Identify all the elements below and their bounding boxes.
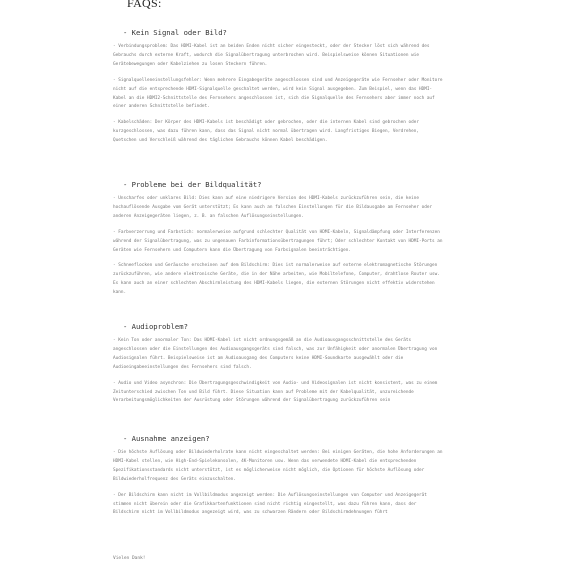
faq-section-audio	[113, 322, 443, 413]
faq-paragraph: - Farbverzerrung und Farbstich: normalerweise aufgrund schlechter Qualität von HDMI-Kabeln, Signaldämpfung oder Interferenzen während der Signalübertragung, was zu ungenauen Farbinformationsübertragungen führt; Oder schlechter Kontakt von HDMI-Ports an Geräten wie Fernsehern und Computern kann die Übertragung von Farbsignalen beeinträchtigen.	[113, 229, 443, 253]
faq-paragraph: - Kein Ton oder anormaler Ton: Das HDMI-Kabel ist nicht ordnungsgemäß an die Audioausgangsschnittstelle des Geräts angeschlossen oder die Einstellungen des Audioausgangsgeräts sind falsch, was zur Unfähigkeit oder anormalen Übertragung von Audiosignalen führt. Beispielsweise ist am Audioausgang des Computers keine HDMI-Soundkarte ausgewählt oder die Audioeingabeeinstellungen des Fernsehers sind falsch.	[113, 338, 438, 370]
faq-section-display	[113, 434, 443, 525]
faq-section-image-quality	[113, 180, 443, 305]
closing-text: Vielen Dank!	[113, 556, 146, 561]
section-heading: - Kein Signal oder Bild?	[123, 28, 227, 37]
faq-paragraph: - Der Bildschirm kann nicht im Vollbildmodus angezeigt werden: Die Auflösungseinstellungen von Computer und Anzeigegerät stimmen nicht überein oder die Grafikkartenfunktionen sind nicht richtig eingestellt, was dazu führen kann, dass der Bildschirm nicht im Vollbildmodus angezeigt wird, was zu schwarzen Rändern oder Bildschirmdehnungen führt	[113, 492, 427, 516]
faq-paragraph: - Signalquelleneinstellungsfehler: Wenn mehrere Eingabegeräte angeschlossen sind und Anzeigegeräte wie Fernseher oder Monitore nicht auf die entsprechende HDMI-Signalquelle geschaltet werden, wird kein Signal ausgegeben. Zum Beispiel, wenn das HDMI-Kabel an die HDMI2-Schnittstelle des Fernsehers angeschlossen ist, sich die Signalquelle des Fernsehers aber immer noch auf einer anderen Schnittstelle befindet.	[113, 77, 443, 110]
section-heading: - Probleme bei der Bildqualität?	[123, 180, 262, 189]
section-heading: - Ausnahme anzeigen?	[123, 434, 210, 443]
faq-section-no-signal	[113, 28, 443, 153]
faq-paragraph: - Kabelschäden: Der Körper des HDMI-Kabels ist beschädigt oder gebrochen, oder die internen Kabel sind gebrochen oder kurzgeschlossen, was dazu führen kann, dass das Signal nicht normal übertragen wird. Langfristiges Biegen, Verdrehen, Quetschen und Verschleiß während des täglichen Gebrauchs können Kabel beschädigen.	[113, 120, 419, 144]
page-title: FAQS:	[127, 0, 162, 10]
faq-paragraph: - Die höchste Auflösung oder Bildwiederholrate kann nicht eingeschaltet werden: Bei einigen Geräten, die hohe Anforderungen an HDMI-Kabel stellen, wie High-End-Spielekonsolen, 4K-Monitoren usw. Wenn das verwendete HDMI-Kabel die entsprechenden Spezifikationsstandards nicht unterstützt, ist es möglicherweise nicht möglich, die Optionen für höchste Auflösung oder Bildwiederholfrequenz des Geräts einzuschalten.	[113, 450, 443, 482]
faq-paragraph: - Schneeflocken und Geräusche erscheinen auf dem Bildschirm: Dies ist normalerweise auf externe elektromagnetische Störungen zurückzuführen, wie andere elektronische Geräte, die in der Nähe arbeiten, wie Mobiltelefone, Computer, drahtlose Router usw. Es kann auch an einer schlechten Abschirmleistung des HDMI-Kabels liegen, die externen Störungen nicht effektiv widerstehen kann.	[113, 263, 440, 296]
section-heading: - Audioproblem?	[123, 322, 188, 331]
faq-paragraph: - Audio und Video asynchron: Die Übertragungsgeschwindigkeit von Audio- und Videosignalen ist nicht konsistent, was zu einem Zeitunterschied zwischen Ton und Bild führt. Diese Situation kann auf Probleme mit der Kabelqualität, unzureichende Verarbeitungsmöglichkeiten der Ausrüstung oder Störungen während der Signalübertragung zurückzuführen sein	[113, 380, 438, 404]
faq-paragraph: - Verbindungsproblem: Das HDMI-Kabel ist an beiden Enden nicht sicher eingesteckt, oder der Stecker löst sich während des Gebrauchs durch externe Kraft, wodurch die Signalübertragung unterbrochen wird. Beispielsweise können Situationen wie Gerätebewegungen oder Kabelziehen zu losen Steckern führen.	[113, 44, 430, 67]
faq-paragraph: - Unscharfes oder unklares Bild: Dies kann auf eine niedrigere Version des HDMI-Kabels zurückzuführen sein, die keine hochauflösende Ausgabe vom Gerät unterstützt; Es kann auch an falschen Einstellungen für die Bildausgabe am Fernseher oder anderen Anzeigegeräten liegen, z. B. an falschen Auflösungseinstellungen.	[113, 196, 433, 219]
